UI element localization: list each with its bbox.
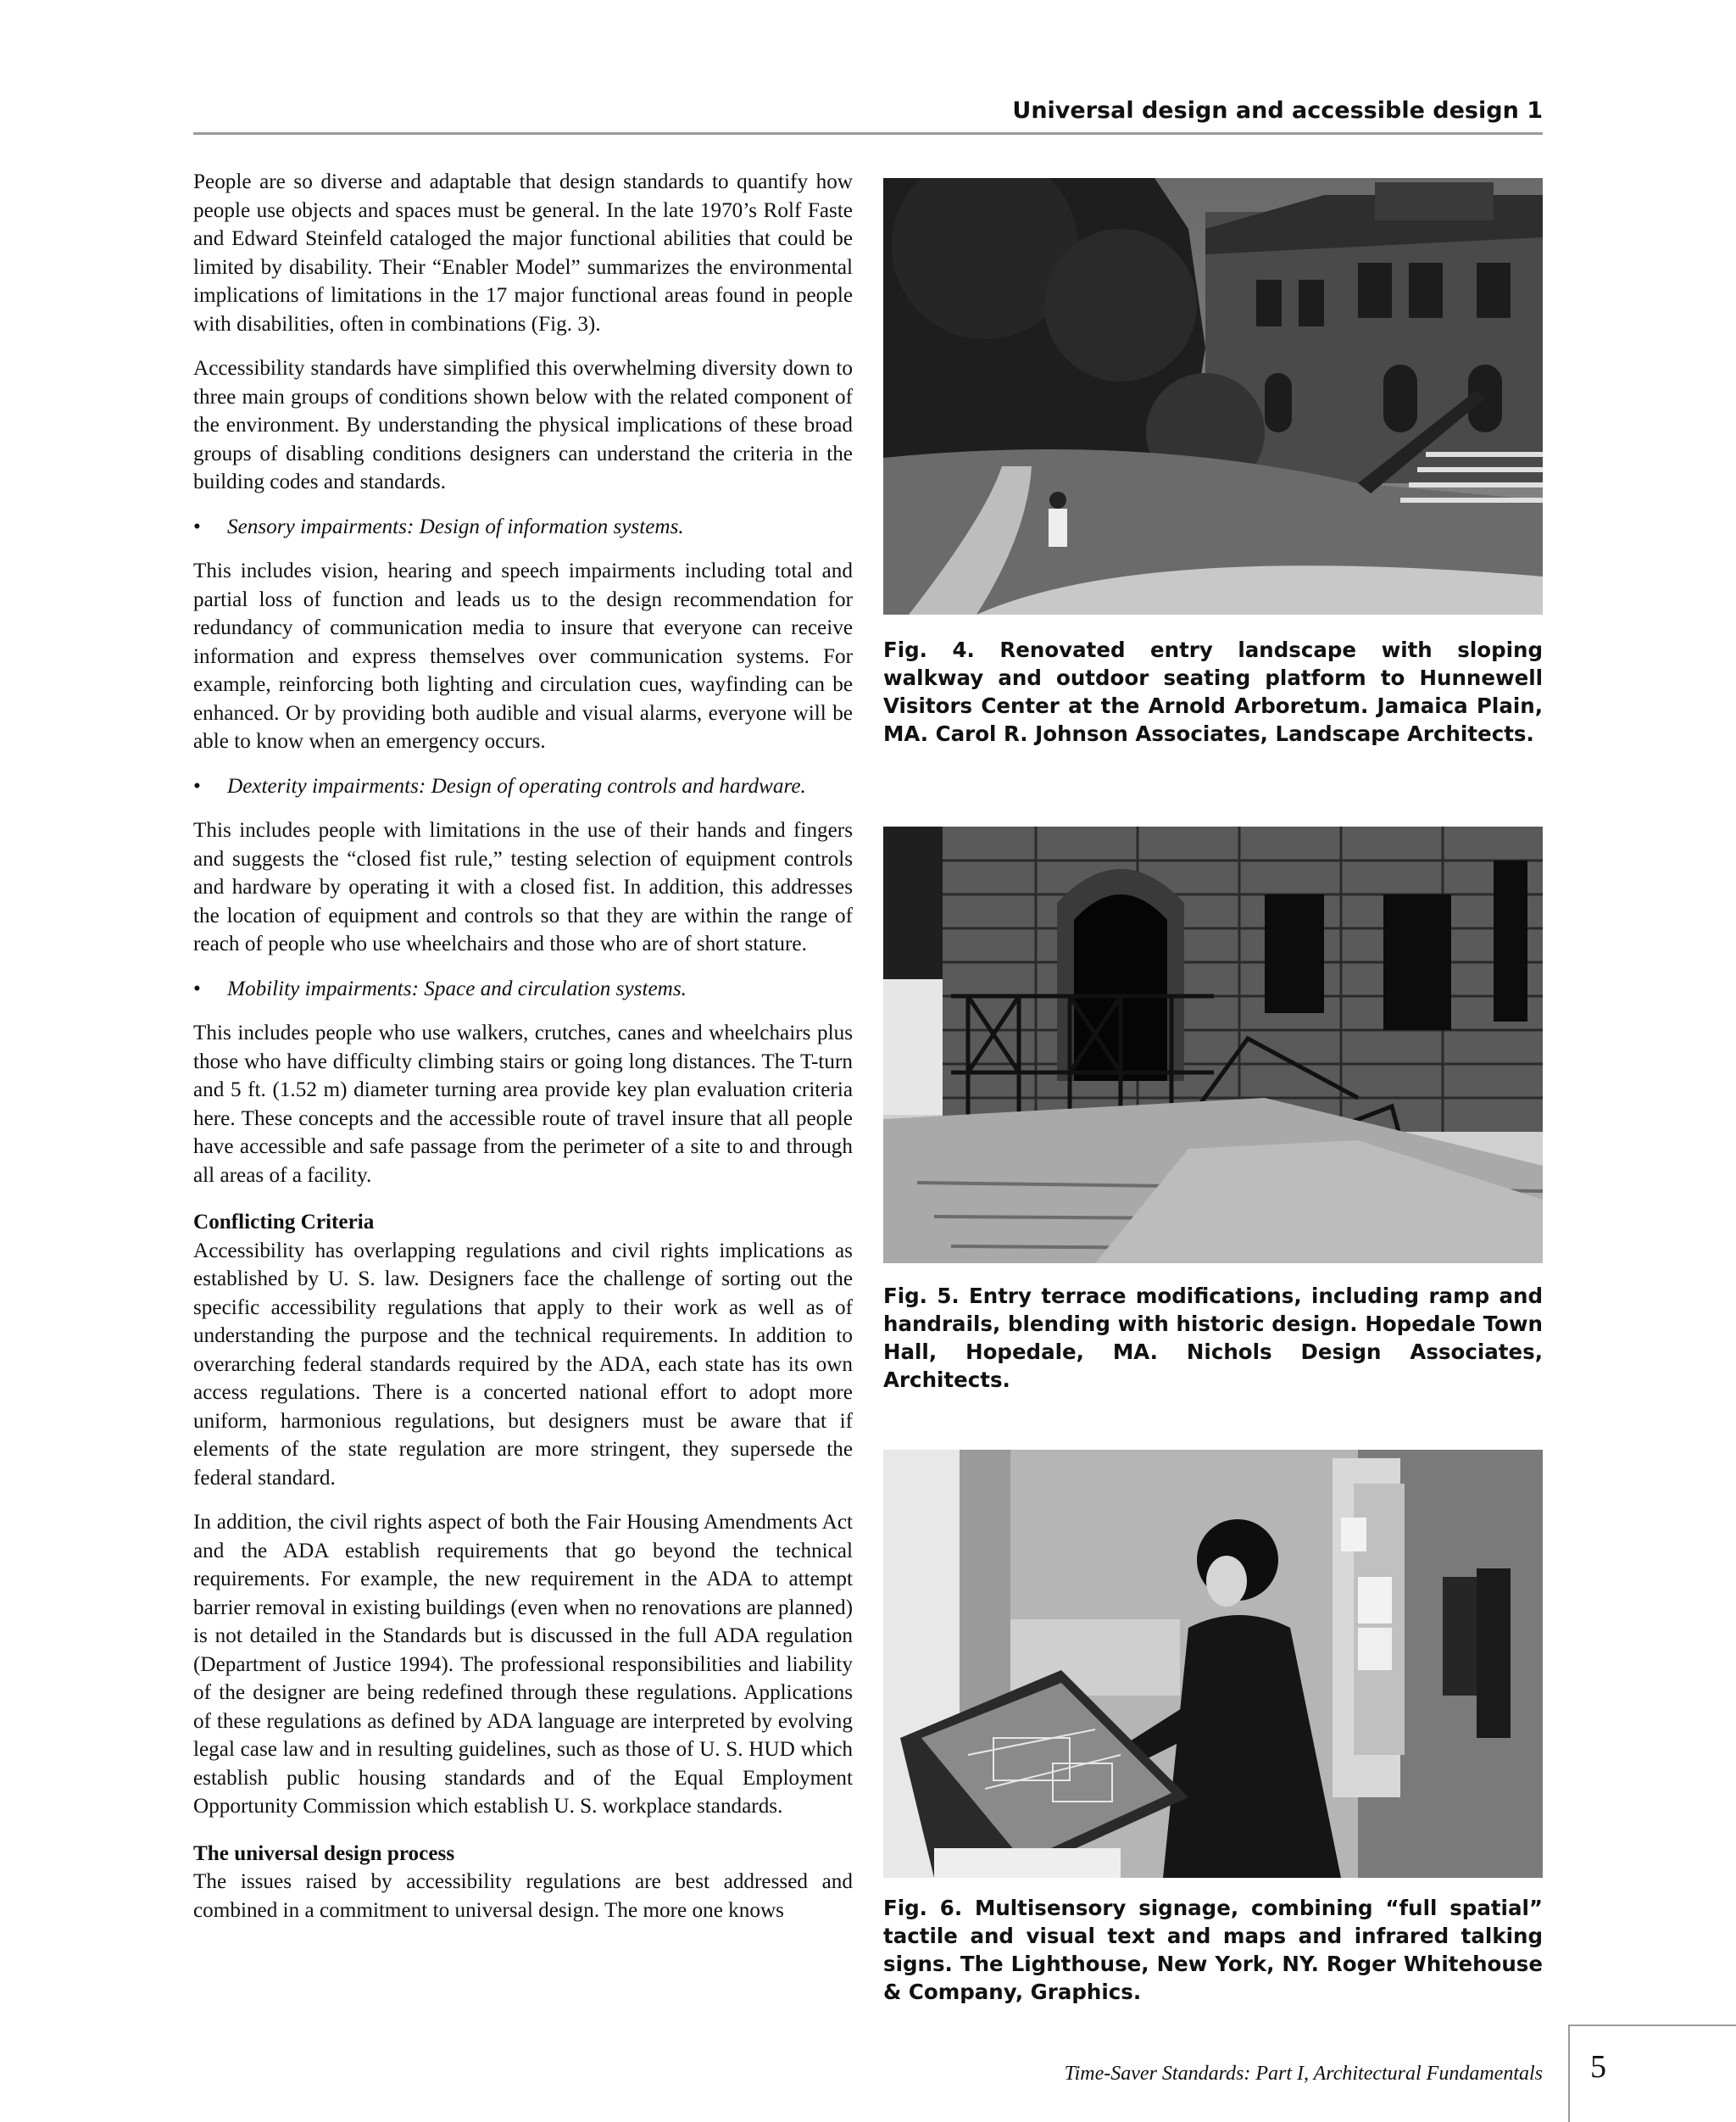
- bullet-text: Dexterity impairments: Design of operating controls and hardware.: [227, 774, 806, 798]
- bullet-item: [193, 513, 853, 542]
- paragraph: This includes people who use walkers, crutches, canes and wheelchairs plus those who have difficulty climbing stairs or going long distances. The T-turn and 5 ft. (1.52 m) diameter turning area provide key plan evaluation criteria here. These concepts and the accessible route of travel insure that all people have accessible and safe passage from the perimeter of a site to and through all areas of a facility.: [193, 1022, 853, 1187]
- figure-caption: Fig. 5. Entry terrace modifications, including ramp and handrails, blending with historic design. Hopedale Town Hall, Hopedale, MA. Nichols Design Associates, Architects.: [883, 1284, 1543, 1392]
- paragraph: In addition, the civil rights aspect of both the Fair Housing Amendments Act and the ADA establish requirements that go beyond the technical requirements. For example, the new requirement in the ADA to attempt barrier removal in existing buildings (even when no renovations are planned) is not detailed in the Standards but is discussed in the full ADA regulation (Department of Justice 1994). The professional responsibilities and liability of the designer are being redefined through these regulations. Applications of these regulations as defined by ADA language are interpreted by evolving legal case law and in resulting guidelines, such as those of U. S. HUD which establish public housing standards and of the Equal Employment Opportunity Commission which establish U. S. workplace standards.: [193, 1511, 853, 1818]
- running-header: Universal design and accessible design 1: [1012, 97, 1543, 124]
- bullet-symbol: •: [193, 977, 201, 1000]
- footer-source: Time-Saver Standards: Part I, Architectural Fundamentals: [1064, 2063, 1543, 2085]
- bullet-symbol: •: [193, 515, 201, 538]
- bullet-item: [193, 772, 853, 801]
- bullet-symbol: •: [193, 774, 201, 798]
- page-number: 5: [1590, 2049, 1606, 2085]
- paragraph: This includes people with limitations in the use of their hands and fingers and suggests the “closed fist rule,” testing selection of equipment controls and hardware by operating it with a closed fist. In addition, this addresses the location of equipment and controls so that they are within the range of reach of people who use wheelchairs and those who are of short stature.: [193, 819, 853, 955]
- paragraph: Accessibility has overlapping regulations and civil rights implications as established by U. S. law. Designers face the challenge of sorting out the specific accessibility regulations that apply to their work as well as of understanding the purpose and the technical requirements. In addition to overarching federal standards required by the ADA, each state has its own access regulations. There is a concerted national effort to adopt more uniform, harmonious regulations, but designers must be aware that if elements of the state regulation are more stringent, they supersede the federal standard.: [193, 1239, 853, 1490]
- bullet-text: Mobility impairments: Space and circulation systems.: [227, 977, 687, 1000]
- bullet-text: Sensory impairments: Design of information systems.: [227, 515, 684, 538]
- paragraph: The issues raised by accessibility regulations are best addressed and combined in a commitment to universal design. The more one knows: [193, 1870, 853, 1922]
- bullet-item: [193, 975, 853, 1004]
- photo-fig4: [883, 178, 1543, 615]
- paragraph: People are so diverse and adaptable that design standards to quantify how people use objects and spaces must be general. In the late 1970’s Rolf Faste and Edward Steinfeld cataloged the major functional abilities that could be limited by disability. Their “Enabler Model” summarizes the environmental implications of limitations in the 17 major functional areas found in people with disabilities, often in combinations (Fig. 3).: [193, 170, 853, 336]
- photo-fig5: [883, 827, 1543, 1263]
- header-rule: [193, 132, 1543, 135]
- figure-caption: Fig. 4. Renovated entry landscape with sloping walkway and outdoor seating platform to Hunnewell Visitors Center at the Arnold Arboretum. Jamaica Plain, MA. Carol R. Johnson Associates, Landscape Architects.: [883, 638, 1543, 746]
- figure-caption: Fig. 6. Multisensory signage, combining “full spatial” tactile and visual text and maps and infrared talking signs. The Lighthouse, New York, NY. Roger Whitehouse & Company, Graphics.: [883, 1896, 1543, 2004]
- section-heading: The universal design process: [193, 1841, 455, 1865]
- section-heading: Conflicting Criteria: [193, 1211, 375, 1234]
- photo-fig6: [883, 1450, 1543, 1878]
- paragraph: This includes vision, hearing and speech impairments including total and partial loss of function and leads us to the design recommendation for redundancy of communication media to insure that everyone can receive information and express themselves over communication systems. For example, reinforcing both lighting and circulation cues, wayfinding can be enhanced. Or by providing both audible and visual alarms, everyone will be able to know when an emergency occurs.: [193, 560, 853, 753]
- main-text-column: [193, 168, 853, 1941]
- paragraph: Accessibility standards have simplified this overwhelming diversity down to three main groups of conditions shown below with the related component of the environment. By understanding the physical implications of these broad groups of disabling conditions designers can understand the criteria in the building codes and standards.: [193, 357, 853, 493]
